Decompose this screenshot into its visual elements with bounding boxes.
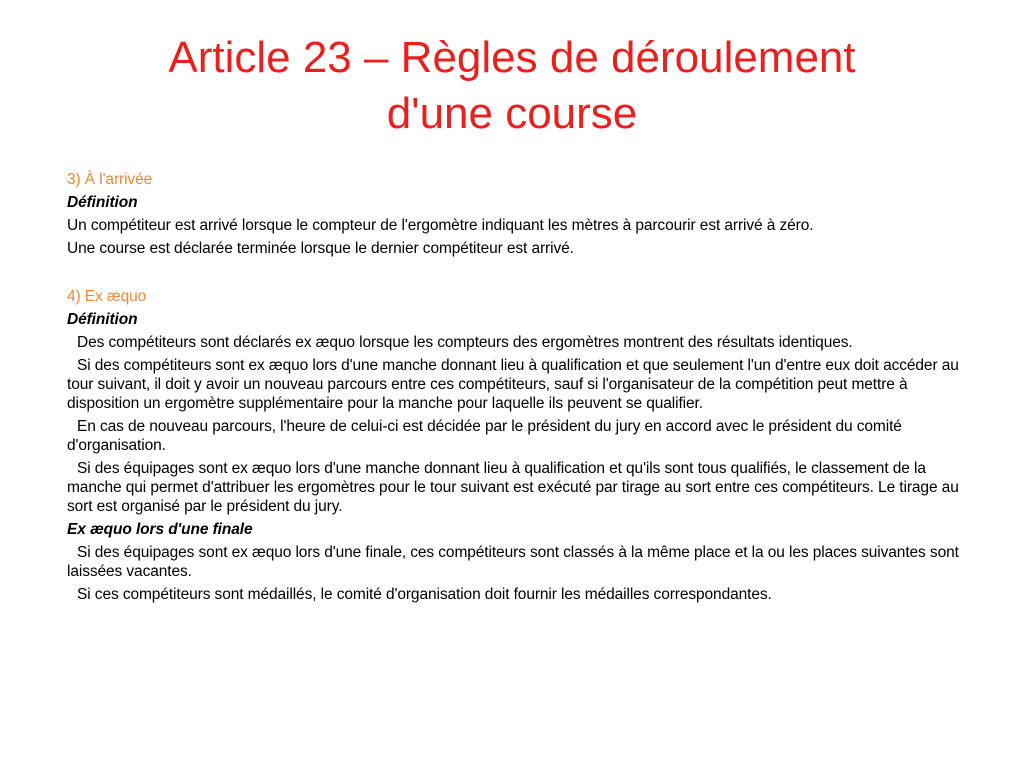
section-heading-arrival: 3) À l'arrivée — [67, 171, 153, 188]
slide-body — [67, 170, 967, 608]
section-subheading-definition: Définition — [67, 194, 138, 211]
paragraph: Si des équipages sont ex æquo lors d'une manche donnant lieu à qualification et qu'ils sont tous qualifiés, le classement de la manche qui permet d'attribuer les ergomètres pour le tour suivant est exécuté par tirage au sort entre ces compétiteurs. Le tirage au sort est organisé par le président du jury. — [67, 460, 959, 515]
paragraph: En cas de nouveau parcours, l'heure de celui-ci est décidée par le président du jury en accord avec le président du comité d'organisation. — [67, 418, 902, 454]
slide-title-line-2: d'une course — [386, 89, 638, 138]
section-subheading-definition: Définition — [67, 311, 138, 328]
paragraph: Si ces compétiteurs sont médaillés, le comité d'organisation doit fournir les médailles correspondantes. — [77, 586, 772, 603]
spacer — [67, 262, 967, 287]
paragraph: Des compétiteurs sont déclarés ex æquo lorsque les compteurs des ergomètres montrent des résultats identiques. — [77, 334, 853, 351]
section-subheading-final: Ex æquo lors d'une finale — [67, 521, 253, 538]
paragraph: Un compétiteur est arrivé lorsque le compteur de l'ergomètre indiquant les mètres à parcourir est arrivé à zéro. — [67, 217, 814, 234]
section-heading-ex-aequo: 4) Ex æquo — [67, 288, 147, 305]
slide-title-line-1: Article 23 – Règles de déroulement — [168, 33, 856, 82]
paragraph: Une course est déclarée terminée lorsque le dernier compétiteur est arrivé. — [67, 240, 574, 257]
paragraph: Si des équipages sont ex æquo lors d'une finale, ces compétiteurs sont classés à la même place et la ou les places suivantes sont laissées vacantes. — [67, 544, 959, 580]
paragraph: Si des compétiteurs sont ex æquo lors d'une manche donnant lieu à qualification et que seulement l'un d'entre eux doit accéder au tour suivant, il doit y avoir un nouveau parcours entre ces compétiteurs, sauf si l'organisateur de la compétition peut mettre à disposition un ergomètre supplémentaire pour la manche pour laquelle ils peuvent se qualifier. — [67, 357, 959, 412]
slide-title — [60, 30, 964, 142]
